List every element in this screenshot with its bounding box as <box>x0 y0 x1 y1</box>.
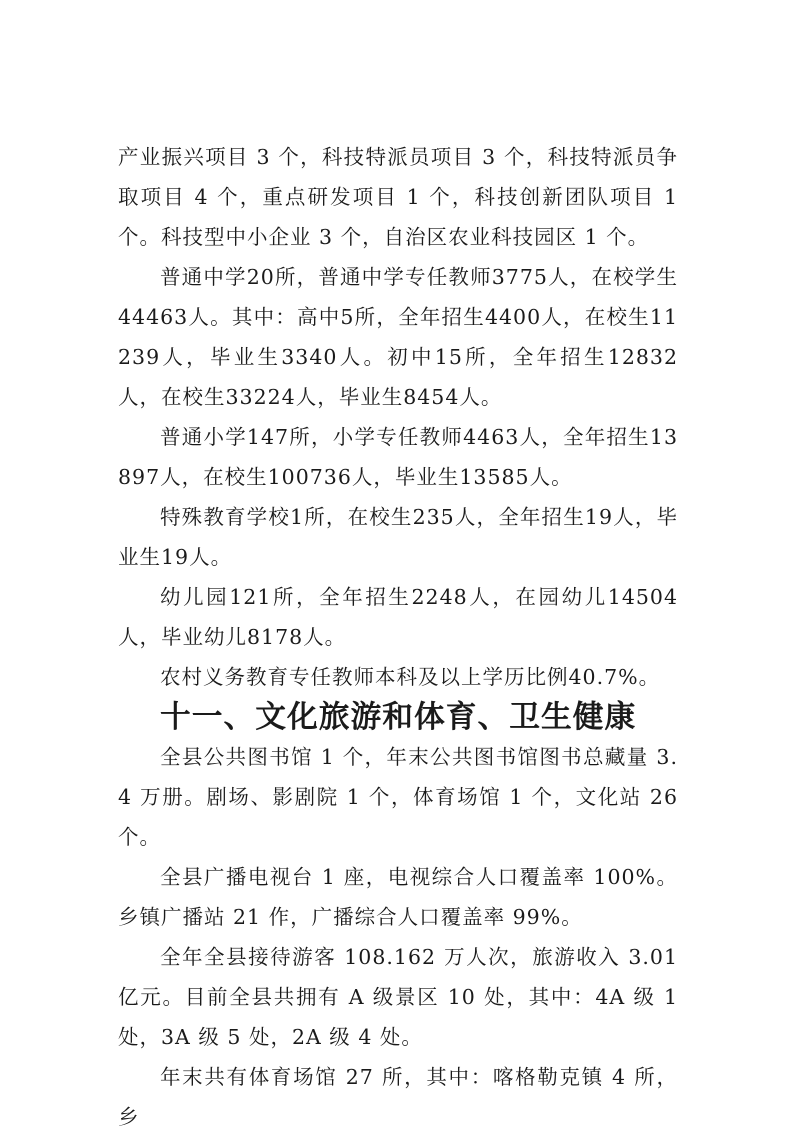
paragraph-rural-teachers: 农村义务教育专任教师本科及以上学历比例40.7%。 <box>160 665 661 689</box>
paragraph-tech-projects: 产业振兴项目 3 个，科技特派员项目 3 个，科技特派员争取项目 4 个，重点研发项目 1 个，科技创新团队项目 1 个。科技型中小企业 3 个，自治区农业科技园区 1 个。 <box>118 145 678 249</box>
paragraph-tourism: 全年全县接待游客 108.162 万人次，旅游收入 3.01 亿元。目前全县共拥有 A 级景区 10 处，其中：4A 级 1 处，3A 级 5 处，2A 级 4 处。 <box>118 945 678 1049</box>
paragraph-libraries: 全县公共图书馆 1 个，年末公共图书馆图书总藏量 3.4 万册。剧场、影剧院 1 个，体育场馆 1 个，文化站 26 个。 <box>118 745 678 849</box>
paragraph-kindergartens: 幼儿园121所，全年招生2248人，在园幼儿14504人，毕业幼儿8178人。 <box>118 585 678 649</box>
paragraph-secondary-schools: 普通中学20所，普通中学专任教师3775人，在校学生44463人。其中：高中5所，全年招生4400人，在校生11239人，毕业生3340人。初中15所，全年招生12832人，在校生33224人，毕业生8454人。 <box>118 265 678 409</box>
section-heading: 十一、文化旅游和体育、卫生健康 <box>160 699 637 735</box>
paragraph-primary-schools: 普通小学147所，小学专任教师4463人，全年招生13897人，在校生100736人，毕业生13585人。 <box>118 425 678 489</box>
document-body <box>118 137 678 1137</box>
paragraph-special-education: 特殊教育学校1所，在校生235人，全年招生19人，毕业生19人。 <box>118 505 678 569</box>
paragraph-broadcasting: 全县广播电视台 1 座，电视综合人口覆盖率 100%。乡镇广播站 21 作，广播综合人口覆盖率 99%。 <box>118 865 678 929</box>
paragraph-sports-venues: 年末共有体育场馆 27 所，其中：喀格勒克镇 4 所，乡 <box>118 1065 678 1129</box>
